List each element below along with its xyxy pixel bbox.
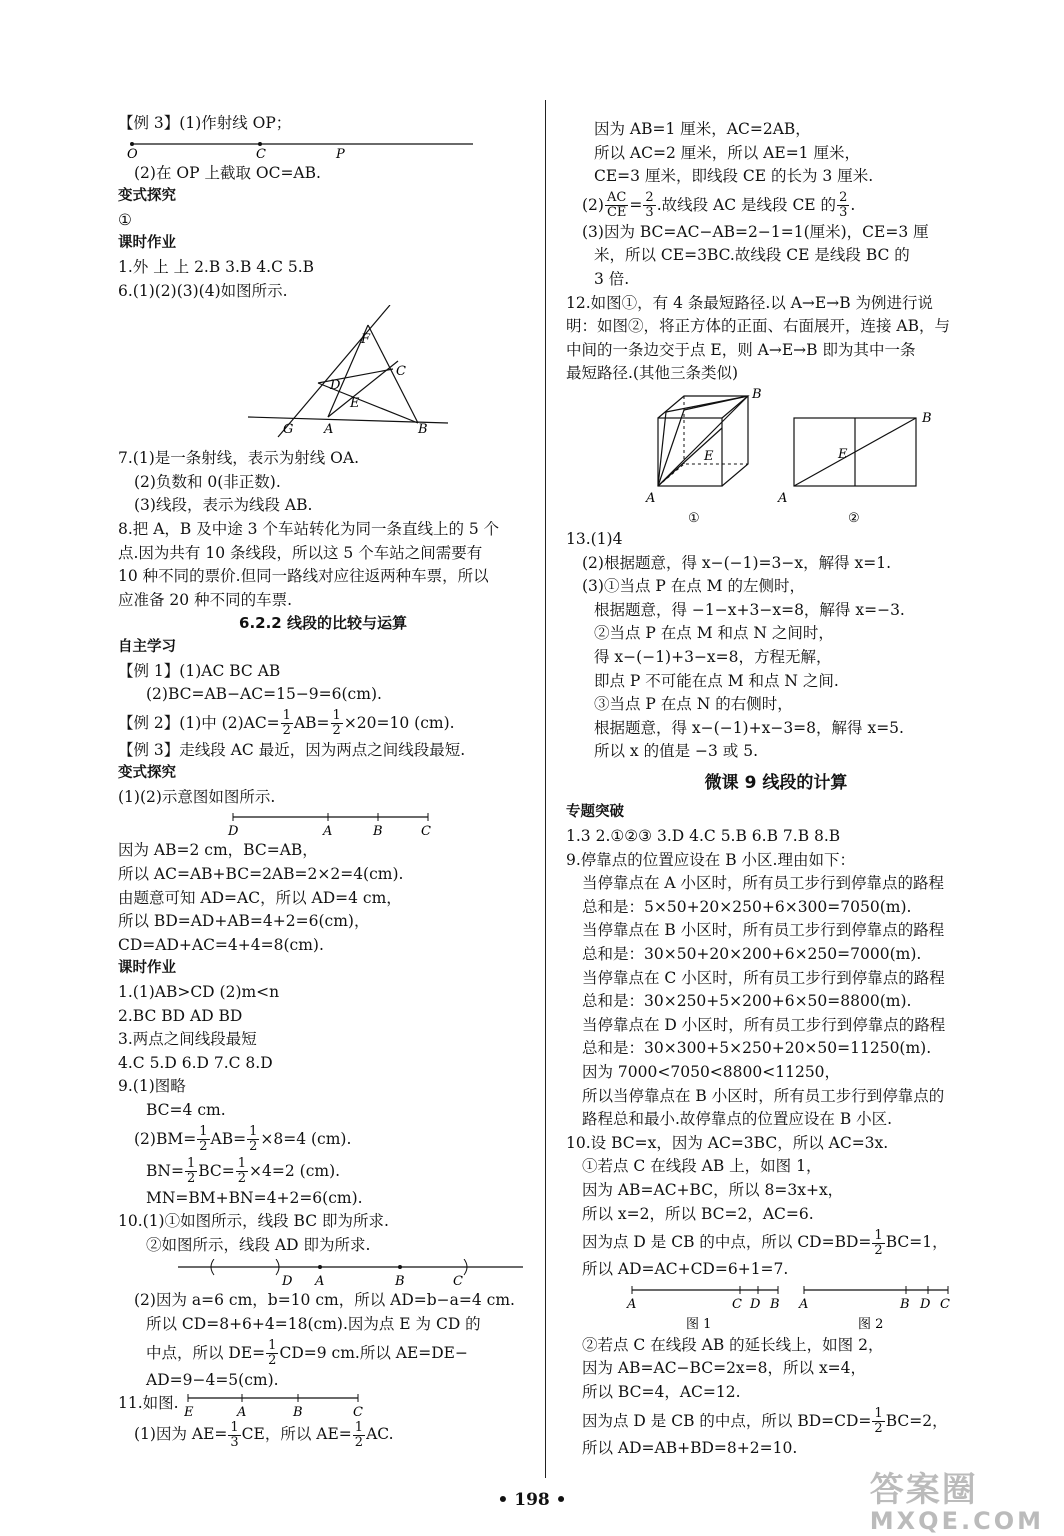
section-heading: 变式探究: [118, 765, 176, 782]
fraction: $\frac{1}{2}$: [354, 1419, 364, 1450]
text-line: 即点 P 不可能在点 M 和点 N 之间.: [594, 671, 839, 690]
point-label: D: [750, 1296, 761, 1312]
text-line: (2)负数和 0(非正数).: [134, 472, 281, 491]
text-line: 1.3 2.①②③ 3.D 4.C 5.B 6.B 7.B 8.B: [566, 827, 841, 846]
text-line: 明：如图②，将正方体的正面、右面展开，连接 AB，与: [566, 317, 951, 336]
text-line: 因为 AB=2 cm，BC=AB，: [118, 841, 318, 860]
text-line: 总和是：30×300+5×250+20×50=11250(m).: [582, 1039, 932, 1058]
point-label: C: [940, 1296, 950, 1312]
text-line: 【例 1】(1)AC BC AB: [118, 661, 281, 680]
point-label: B: [922, 410, 932, 426]
point-label: C: [732, 1296, 742, 1312]
text-line: 应准备 20 种不同的车票.: [118, 590, 293, 609]
text-line: 【例 3】(1)作射线 OP；: [118, 114, 292, 132]
section-heading: 课时作业: [118, 235, 176, 252]
text-line: 路程总和最小.故停靠点的位置应设在 B 小区.: [582, 1110, 893, 1129]
fraction: $\frac{2}{3}$: [839, 190, 848, 221]
text-line: 当停靠点在 D 小区时，所有员工步行到停靠点的路程: [582, 1015, 946, 1034]
fraction: $\frac{1}{2}$: [237, 1156, 247, 1187]
text-line: 10.(1)①如图所示，线段 BC 即为所求.: [118, 1212, 389, 1231]
text-line: AD=9−4=5(cm).: [146, 1370, 279, 1389]
figure-1-2-segments: [566, 1284, 986, 1332]
text-line: 因为 7000<7050<8800<11250，: [582, 1063, 841, 1081]
text-line: 1.外 上 上 2.B 3.B 4.C 5.B: [118, 257, 315, 276]
fraction: $\frac{1}{2}$: [199, 1124, 208, 1155]
text-line: 所以 BC=4，AC=12.: [582, 1382, 741, 1401]
text-line: BN= $\frac{1}{2}$ BC= $\frac{1}{2}$ ×4=2 (cm).: [146, 1156, 341, 1187]
text-line: 7.(1)是一条射线，表示为射线 OA.: [118, 449, 360, 468]
point-label: C: [256, 146, 266, 160]
text-line: 当停靠点在 B 小区时，所有员工步行到停靠点的路程: [582, 921, 945, 940]
text-line: CD=AD+AC=4+4=8(cm).: [118, 935, 324, 954]
point-label: D: [228, 824, 239, 838]
point-label: E: [838, 446, 848, 462]
subsection-title: 6.2.2 线段的比较与运算: [239, 614, 407, 633]
text-line: 8.把 A，B 及中途 3 个车站转化为同一条直线上的 5 个: [118, 519, 500, 538]
text-line: 总和是：5×50+20×250+6×300=7050(m).: [582, 897, 912, 916]
point-label: A: [323, 824, 333, 838]
text-line: (1)因为 AE= $\frac{1}{3}$ CE，所以 AE= $\frac{1}{2}$ AC.: [134, 1419, 394, 1450]
text-line: 6.(1)(2)(3)(4)如图所示.: [118, 281, 288, 300]
point-label: A: [799, 1296, 809, 1312]
page-number: • 198 •: [497, 1490, 567, 1510]
text-line: (2)根据题意，得 x−(−1)=3−x，解得 x=1.: [582, 553, 892, 572]
segment-eabc-figure: [184, 1392, 384, 1420]
text-line: 10.设 BC=x，因为 AC=3BC，所以 AC=3x.: [566, 1133, 889, 1152]
text-line: 所以 x=2，所以 BC=2，AC=6.: [582, 1204, 814, 1223]
text-line: 因为点 D 是 CB 的中点，所以 CD=BD= $\frac{1}{2}$ BC=1，: [582, 1227, 948, 1258]
point-label: C: [353, 1405, 363, 1421]
figure-number: ①: [688, 510, 700, 526]
point-label: B: [293, 1405, 303, 1421]
text-line: 当停靠点在 C 小区时，所有员工步行到停靠点的路程: [582, 968, 945, 987]
text-line: 当停靠点在 A 小区时，所有员工步行到停靠点的路程: [582, 874, 945, 893]
text-line: 因为 AB=1 厘米，AC=2AB，: [594, 120, 811, 138]
text-line: 总和是：30×250+5×200+6×50=8800(m).: [582, 992, 912, 1011]
point-label: A: [778, 490, 788, 506]
section-heading: 变式探究: [118, 188, 176, 205]
text-line: 所以 AC=AB+BC=2AB=2×2=4(cm).: [118, 865, 404, 884]
text-line: 中点，所以 DE= $\frac{1}{2}$ CD=9 cm.所以 AE=DE−: [146, 1338, 468, 1369]
text-line: 所以 CD=8+6+4=18(cm).因为点 E 为 CD 的: [146, 1314, 481, 1333]
point-label: B: [373, 824, 383, 838]
point-label: D: [920, 1296, 931, 1312]
text-line: ①若点 C 在线段 AB 上，如图 1，: [582, 1157, 822, 1176]
point-label: C: [396, 364, 406, 380]
fraction: $\frac{2}{3}$: [645, 190, 654, 221]
text-line: 9.(1)图略: [118, 1077, 186, 1096]
point-label: D: [282, 1274, 293, 1288]
point-label: A: [324, 422, 334, 438]
fraction: $\frac{1}{2}$: [332, 708, 341, 739]
column-divider: [545, 100, 546, 1478]
text-line: 2.BC BD AD BD: [118, 1006, 243, 1025]
cube-shortest-path-figure: [566, 388, 986, 526]
text-line: 所以 BD=AD+AB=4+2=6(cm)，: [118, 912, 370, 931]
text-line: 3 倍.: [594, 269, 630, 288]
point-label: G: [283, 422, 294, 438]
text-line: 因为点 D 是 CB 的中点，所以 BD=CD= $\frac{1}{2}$ BC=2，: [582, 1406, 948, 1437]
point-label: B: [900, 1296, 910, 1312]
point-label: B: [770, 1296, 780, 1312]
text-line: 由题意可知 AD=AC，所以 AD=4 cm，: [118, 888, 402, 907]
ray-op-figure: [118, 138, 488, 160]
point-label: D: [330, 378, 341, 394]
text-line: (2)因为 a=6 cm，b=10 cm，所以 AD=b−a=4 cm.: [134, 1291, 515, 1310]
fraction: $\frac{1}{2}$: [249, 1124, 258, 1155]
lines-figure: [118, 305, 518, 445]
text-line: 根据题意，得 −1−x+3−x=8，解得 x=−3.: [594, 600, 905, 619]
point-label: E: [704, 448, 714, 464]
fraction: $\frac{1}{2}$: [186, 1156, 196, 1187]
point-label: B: [418, 422, 428, 438]
segment-dabc-figure: [118, 811, 488, 837]
point-label: P: [336, 146, 345, 160]
text-line: 根据题意，得 x−(−1)+x−3=8，解得 x=5.: [594, 718, 904, 737]
text-line: MN=BM+BN=4+2=6(cm).: [146, 1188, 363, 1207]
section-heading: 专题突破: [566, 804, 624, 821]
text-line: 11.如图. E A B C: [118, 1392, 528, 1418]
text-line: (3)①当点 P 在点 M 的左侧时，: [582, 577, 805, 596]
section-heading: 自主学习: [118, 638, 176, 655]
text-line: ②当点 P 在点 M 和点 N 之间时，: [594, 624, 834, 643]
point-label: F: [361, 332, 371, 348]
figure-caption: 图 1: [686, 1316, 712, 1332]
text-line: (2)BC=AB−AC=15−9=6(cm).: [146, 685, 382, 704]
text-line: 3.两点之间线段最短: [118, 1030, 257, 1049]
text-line: 所以 x 的值是 −3 或 5.: [594, 742, 759, 761]
text-line: (3)因为 BC=AC−AB=2−1=1(厘米)，CE=3 厘: [582, 222, 929, 241]
point-label: A: [627, 1296, 637, 1312]
fraction: $\frac{AC}{CE}$: [606, 190, 627, 221]
point-label: C: [453, 1274, 463, 1288]
point-label: O: [127, 146, 138, 160]
text-line: (3)线段，表示为线段 AB.: [134, 496, 313, 515]
text-line: (2)在 OP 上截取 OC=AB.: [134, 163, 321, 182]
point-label: A: [315, 1274, 325, 1288]
fraction: $\frac{1}{2}$: [874, 1406, 883, 1437]
watermark: [870, 1462, 1044, 1535]
text-line: 所以 AC=2 厘米，所以 AE=1 厘米，: [594, 143, 860, 162]
text-line: 13.(1)4: [566, 529, 623, 548]
text-line: ②若点 C 在线段 AB 的延长线上，如图 2，: [582, 1335, 884, 1354]
text-line: ③当点 P 在点 N 的右侧时，: [594, 695, 793, 714]
section-heading: 课时作业: [118, 960, 176, 977]
text-line: 点.因为共有 10 条线段，所以这 5 个车站之间需要有: [118, 543, 483, 562]
text-line: 米，所以 CE=3BC.故线段 CE 是线段 BC 的: [594, 246, 910, 265]
text-line: 10 种不同的票价.但同一路线对应往返两种车票，所以: [118, 567, 489, 586]
text-line: (2)BM= $\frac{1}{2}$ AB= $\frac{1}{2}$ ×8=4 (cm).: [134, 1124, 352, 1155]
text-line: 所以当停靠点在 B 小区时，所有员工步行到停靠点的: [582, 1086, 945, 1105]
watermark-url: MXQE.COM: [869, 1507, 1044, 1535]
text-line: 9.停靠点的位置应设在 B 小区.理由如下：: [566, 850, 855, 869]
fraction: $\frac{1}{3}$: [230, 1419, 239, 1450]
text-line: 中间的一条边交于点 E，则 A→E→B 即为其中一条: [566, 340, 916, 359]
figure-number: ②: [848, 510, 860, 526]
text-line: 1.(1)AB>CD (2)m<n: [118, 983, 280, 1002]
text-line: CE=3 厘米，即线段 CE 的长为 3 厘米.: [594, 167, 874, 186]
text-line: 所以 AD=AB+BD=8+2=10.: [582, 1438, 798, 1457]
watermark-logo-text: 答案圈: [869, 1470, 978, 1510]
point-label: B: [752, 387, 762, 402]
fraction: $\frac{1}{2}$: [282, 708, 291, 739]
point-label: B: [395, 1274, 405, 1288]
fraction: $\frac{1}{2}$: [268, 1338, 277, 1369]
text-line: (2) $\frac{AC}{CE}$ = $\frac{2}{3}$ .故线段 AC 是线段 CE 的 $\frac{2}{3}$ .: [582, 190, 856, 221]
text-line: 因为 AB=AC−BC=2x=8，所以 x=4，: [582, 1359, 867, 1378]
section-title: 微课 9 线段的计算: [704, 772, 848, 793]
text-line: 因为 AB=AC+BC，所以 8=3x+x，: [582, 1180, 844, 1199]
text-line: (1)(2)示意图如图所示.: [118, 787, 276, 806]
point-label: C: [421, 824, 431, 838]
text-line: 【例 2】(1)中 (2)AC= $\frac{1}{2}$ AB= $\frac{1}{2}$ ×20=10 (cm).: [118, 708, 455, 739]
point-label: E: [350, 396, 360, 412]
text-line: 12.如图①，有 4 条最短路径.以 A→E→B 为例进行说: [566, 293, 934, 312]
text-line: BC=4 cm.: [146, 1101, 226, 1119]
text-line: 所以 AD=AC+CD=6+1=7.: [582, 1260, 789, 1279]
point-label: E: [184, 1405, 194, 1421]
text-line: 得 x−(−1)+3−x=8，方程无解，: [594, 647, 832, 666]
point-label: A: [237, 1405, 247, 1421]
text-line: 最短路径.(其他三条类似): [566, 364, 739, 383]
left-column: [118, 112, 528, 1450]
text-line: 总和是：30×50+20×200+6×250=7000(m).: [582, 945, 922, 964]
text-line: 4.C 5.D 6.D 7.C 8.D: [118, 1053, 273, 1072]
text-line: ①: [118, 210, 132, 229]
segment-construction-figure: [118, 1259, 528, 1287]
right-column: [566, 118, 986, 1460]
text-line: ②如图所示，线段 AD 即为所求.: [146, 1235, 371, 1254]
point-label: A: [646, 490, 656, 506]
fraction: $\frac{1}{2}$: [874, 1227, 883, 1258]
figure-caption: 图 2: [858, 1316, 884, 1332]
text-line: 【例 3】走线段 AC 最近，因为两点之间线段最短.: [118, 740, 466, 759]
